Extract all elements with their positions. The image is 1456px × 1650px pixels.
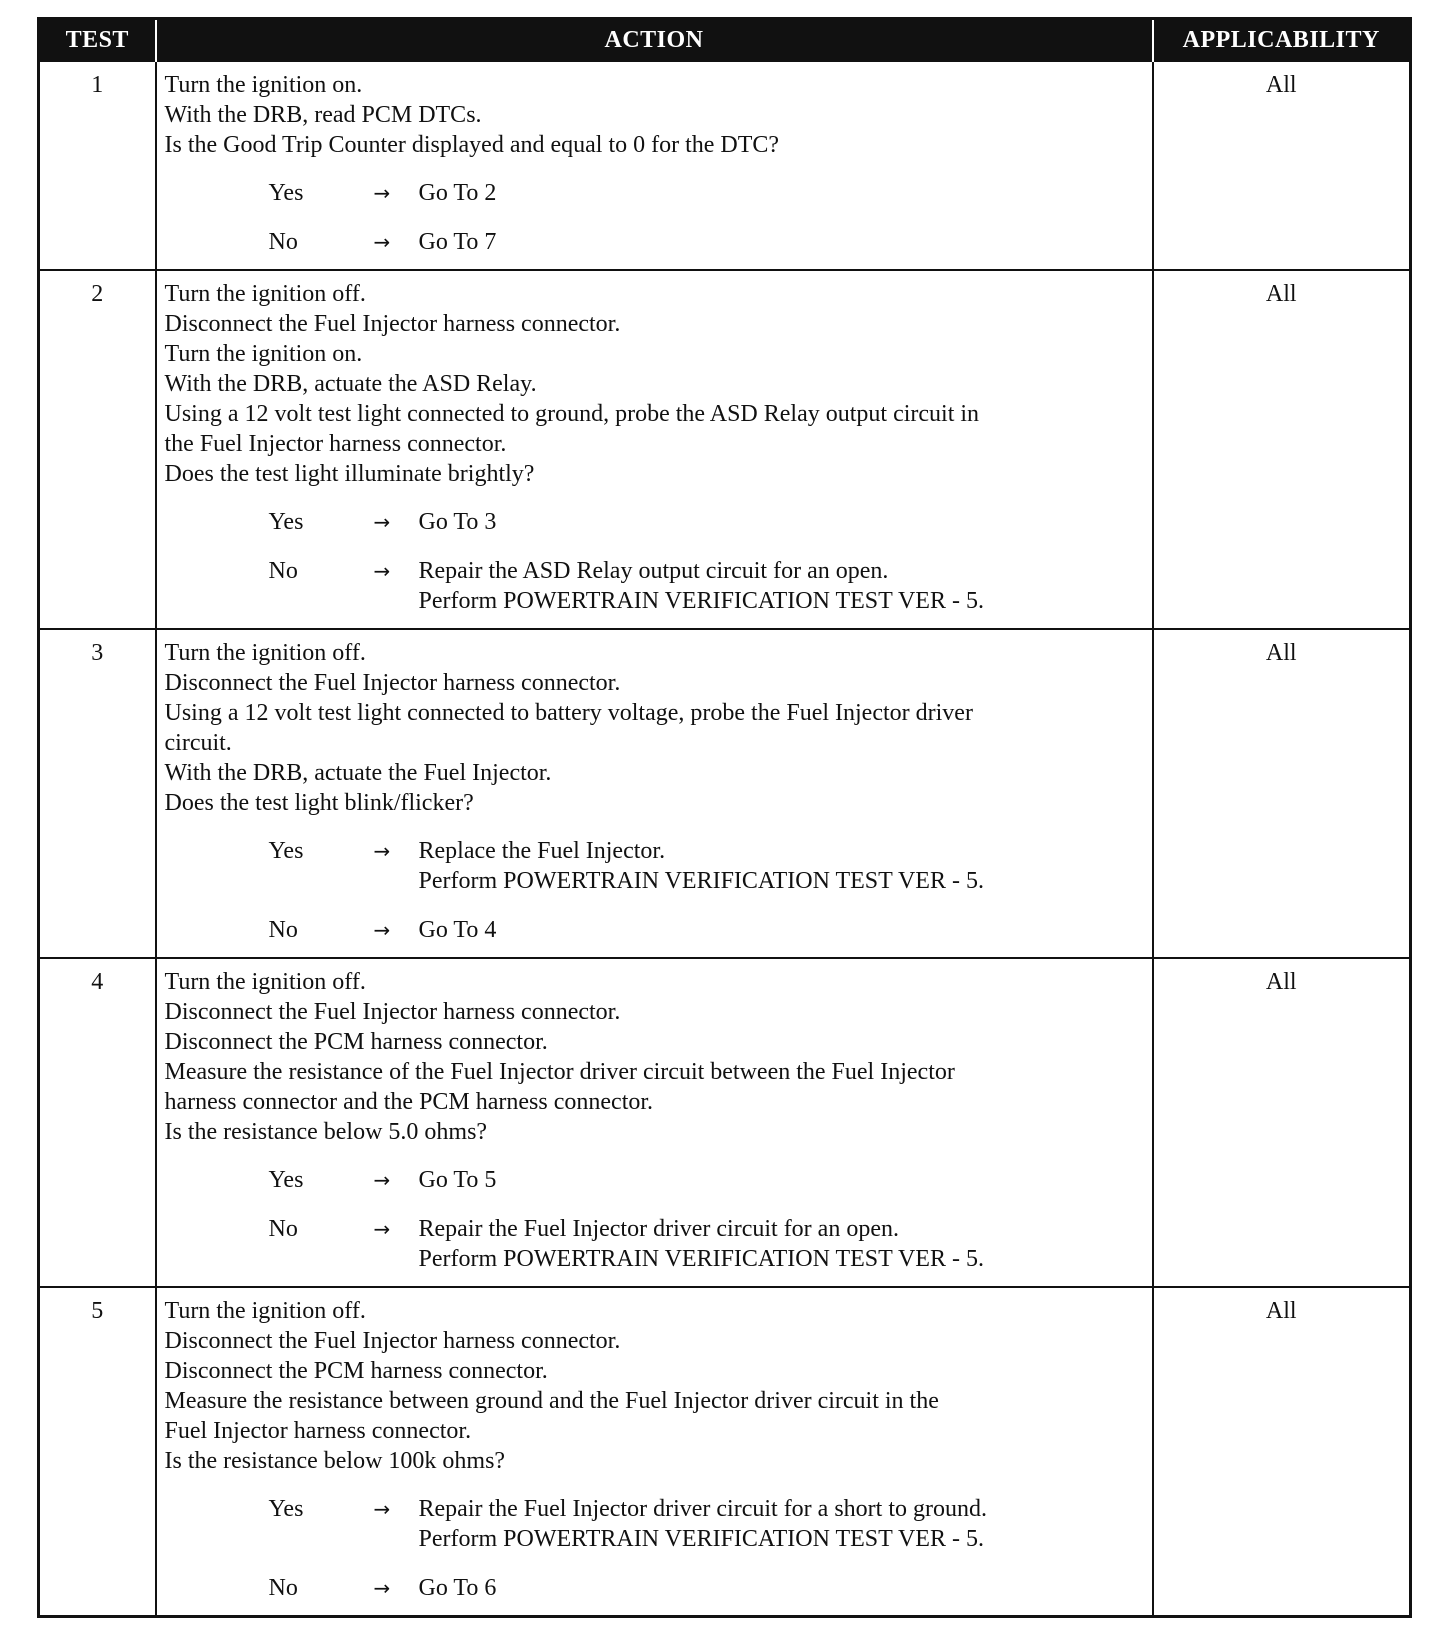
diagnostic-test-table (37, 17, 1412, 1618)
answer-result-line: Go To 7 (418, 229, 497, 255)
action-step: With the DRB, read PCM DTCs. (164, 102, 482, 128)
answer-result-line: Go To 5 (418, 1167, 497, 1193)
answer-list (165, 836, 1146, 945)
test-number: 4 (39, 958, 156, 1287)
answer-result-line: Repair the ASD Relay output circuit for an open. (418, 558, 889, 584)
arrow-icon: → (373, 1168, 391, 1192)
answer-no (269, 915, 1146, 945)
action-step: Using a 12 volt test light connected to battery voltage, probe the Fuel Injector driver (164, 700, 973, 726)
action-step: Is the resistance below 5.0 ohms? (164, 1119, 488, 1145)
answer-label: Yes (268, 509, 304, 535)
answer-label: Yes (268, 180, 304, 206)
answer-result (419, 1165, 1146, 1195)
answer-no (269, 227, 1146, 257)
action-step: Does the test light illuminate brightly? (164, 461, 535, 487)
answer-no (269, 1214, 1146, 1274)
action-step: the Fuel Injector harness connector. (164, 431, 507, 457)
action-steps (165, 967, 1146, 1147)
answer-result (419, 507, 1146, 537)
answer-result (419, 1494, 1146, 1554)
answer-yes (269, 836, 1146, 896)
answer-yes (269, 1494, 1146, 1554)
action-step: Disconnect the Fuel Injector harness connector. (164, 670, 621, 696)
action-step: Disconnect the Fuel Injector harness connector. (164, 999, 621, 1025)
answer-label: No (268, 229, 298, 255)
answer-result-line: Repair the Fuel Injector driver circuit for an open. (418, 1216, 899, 1242)
action-step: Measure the resistance of the Fuel Injector driver circuit between the Fuel Injector (164, 1059, 955, 1085)
action-step: Disconnect the PCM harness connector. (164, 1029, 548, 1055)
test-number: 3 (39, 629, 156, 958)
answer-label: No (268, 558, 298, 584)
action-step: Disconnect the PCM harness connector. (164, 1358, 548, 1384)
answer-list (165, 507, 1146, 616)
answer-result-line: Perform POWERTRAIN VERIFICATION TEST VER - 5. (418, 1246, 984, 1272)
arrow-icon: → (373, 559, 391, 583)
action-step: Measure the resistance between ground and the Fuel Injector driver circuit in the (164, 1388, 939, 1414)
action-step: With the DRB, actuate the Fuel Injector. (164, 760, 552, 786)
answer-list (165, 178, 1146, 257)
answer-no (269, 556, 1146, 616)
action-step: Disconnect the Fuel Injector harness connector. (164, 311, 621, 337)
table-header-row (39, 19, 1411, 62)
action-step: Turn the ignition off. (164, 281, 366, 307)
test-row-5 (39, 1287, 1411, 1617)
action-cell (156, 61, 1153, 270)
action-step: Turn the ignition on. (164, 72, 363, 98)
answer-result (419, 556, 1146, 616)
answer-label: No (268, 1216, 298, 1242)
answer-result (419, 1573, 1146, 1603)
action-cell (156, 270, 1153, 629)
arrow-icon: → (373, 1497, 391, 1521)
header-test: TEST (39, 19, 156, 62)
arrow-icon: → (373, 1217, 391, 1241)
table-body (39, 61, 1411, 1617)
answer-result-line: Go To 6 (418, 1575, 497, 1601)
action-step: Does the test light blink/flicker? (164, 790, 474, 816)
answer-yes (269, 178, 1146, 208)
test-row-3 (39, 629, 1411, 958)
arrow-icon: → (373, 918, 391, 942)
action-step: Turn the ignition off. (164, 969, 366, 995)
test-row-2 (39, 270, 1411, 629)
answer-result-line: Perform POWERTRAIN VERIFICATION TEST VER - 5. (418, 588, 984, 614)
action-steps (165, 279, 1146, 489)
header-action: ACTION (156, 19, 1153, 62)
action-cell (156, 1287, 1153, 1617)
answer-result (419, 227, 1146, 257)
answer-result (419, 1214, 1146, 1274)
answer-result-line: Repair the Fuel Injector driver circuit for a short to ground. (418, 1496, 987, 1522)
answer-result-line: Replace the Fuel Injector. (418, 838, 666, 864)
header-applicability: APPLICABILITY (1153, 19, 1411, 62)
action-step: Is the resistance below 100k ohms? (164, 1448, 506, 1474)
applicability-value: All (1153, 629, 1411, 958)
answer-no (269, 1573, 1146, 1603)
arrow-icon: → (373, 510, 391, 534)
test-row-1 (39, 61, 1411, 270)
applicability-value: All (1153, 958, 1411, 1287)
arrow-icon: → (373, 839, 391, 863)
test-number: 2 (39, 270, 156, 629)
answer-list (165, 1165, 1146, 1274)
action-steps (165, 638, 1146, 818)
answer-list (165, 1494, 1146, 1603)
arrow-icon: → (373, 181, 391, 205)
answer-result-line: Go To 2 (418, 180, 497, 206)
action-step: Turn the ignition off. (164, 1298, 366, 1324)
answer-yes (269, 507, 1146, 537)
action-step: Fuel Injector harness connector. (164, 1418, 472, 1444)
action-step: harness connector and the PCM harness connector. (164, 1089, 654, 1115)
arrow-icon: → (373, 1576, 391, 1600)
answer-label: Yes (268, 1496, 304, 1522)
answer-label: No (268, 917, 298, 943)
action-step: Using a 12 volt test light connected to ground, probe the ASD Relay output circuit in (164, 401, 980, 427)
answer-result-line: Perform POWERTRAIN VERIFICATION TEST VER - 5. (418, 868, 984, 894)
action-step: Turn the ignition off. (164, 640, 366, 666)
applicability-value: All (1153, 270, 1411, 629)
answer-result-line: Go To 3 (418, 509, 497, 535)
applicability-value: All (1153, 61, 1411, 270)
action-step: Turn the ignition on. (164, 341, 363, 367)
answer-label: Yes (268, 1167, 304, 1193)
answer-result (419, 178, 1146, 208)
test-row-4 (39, 958, 1411, 1287)
action-cell (156, 629, 1153, 958)
answer-result (419, 915, 1146, 945)
action-step: Is the Good Trip Counter displayed and equal to 0 for the DTC? (164, 132, 780, 158)
answer-result (419, 836, 1146, 896)
arrow-icon: → (373, 230, 391, 254)
test-number: 5 (39, 1287, 156, 1617)
action-cell (156, 958, 1153, 1287)
test-number: 1 (39, 61, 156, 270)
answer-yes (269, 1165, 1146, 1195)
answer-label: Yes (268, 838, 304, 864)
action-step: circuit. (164, 730, 232, 756)
action-step: Disconnect the Fuel Injector harness connector. (164, 1328, 621, 1354)
answer-result-line: Go To 4 (418, 917, 497, 943)
action-steps (165, 1296, 1146, 1476)
answer-result-line: Perform POWERTRAIN VERIFICATION TEST VER - 5. (418, 1526, 984, 1552)
answer-label: No (268, 1575, 298, 1601)
action-steps (165, 70, 1146, 160)
applicability-value: All (1153, 1287, 1411, 1617)
action-step: With the DRB, actuate the ASD Relay. (164, 371, 537, 397)
